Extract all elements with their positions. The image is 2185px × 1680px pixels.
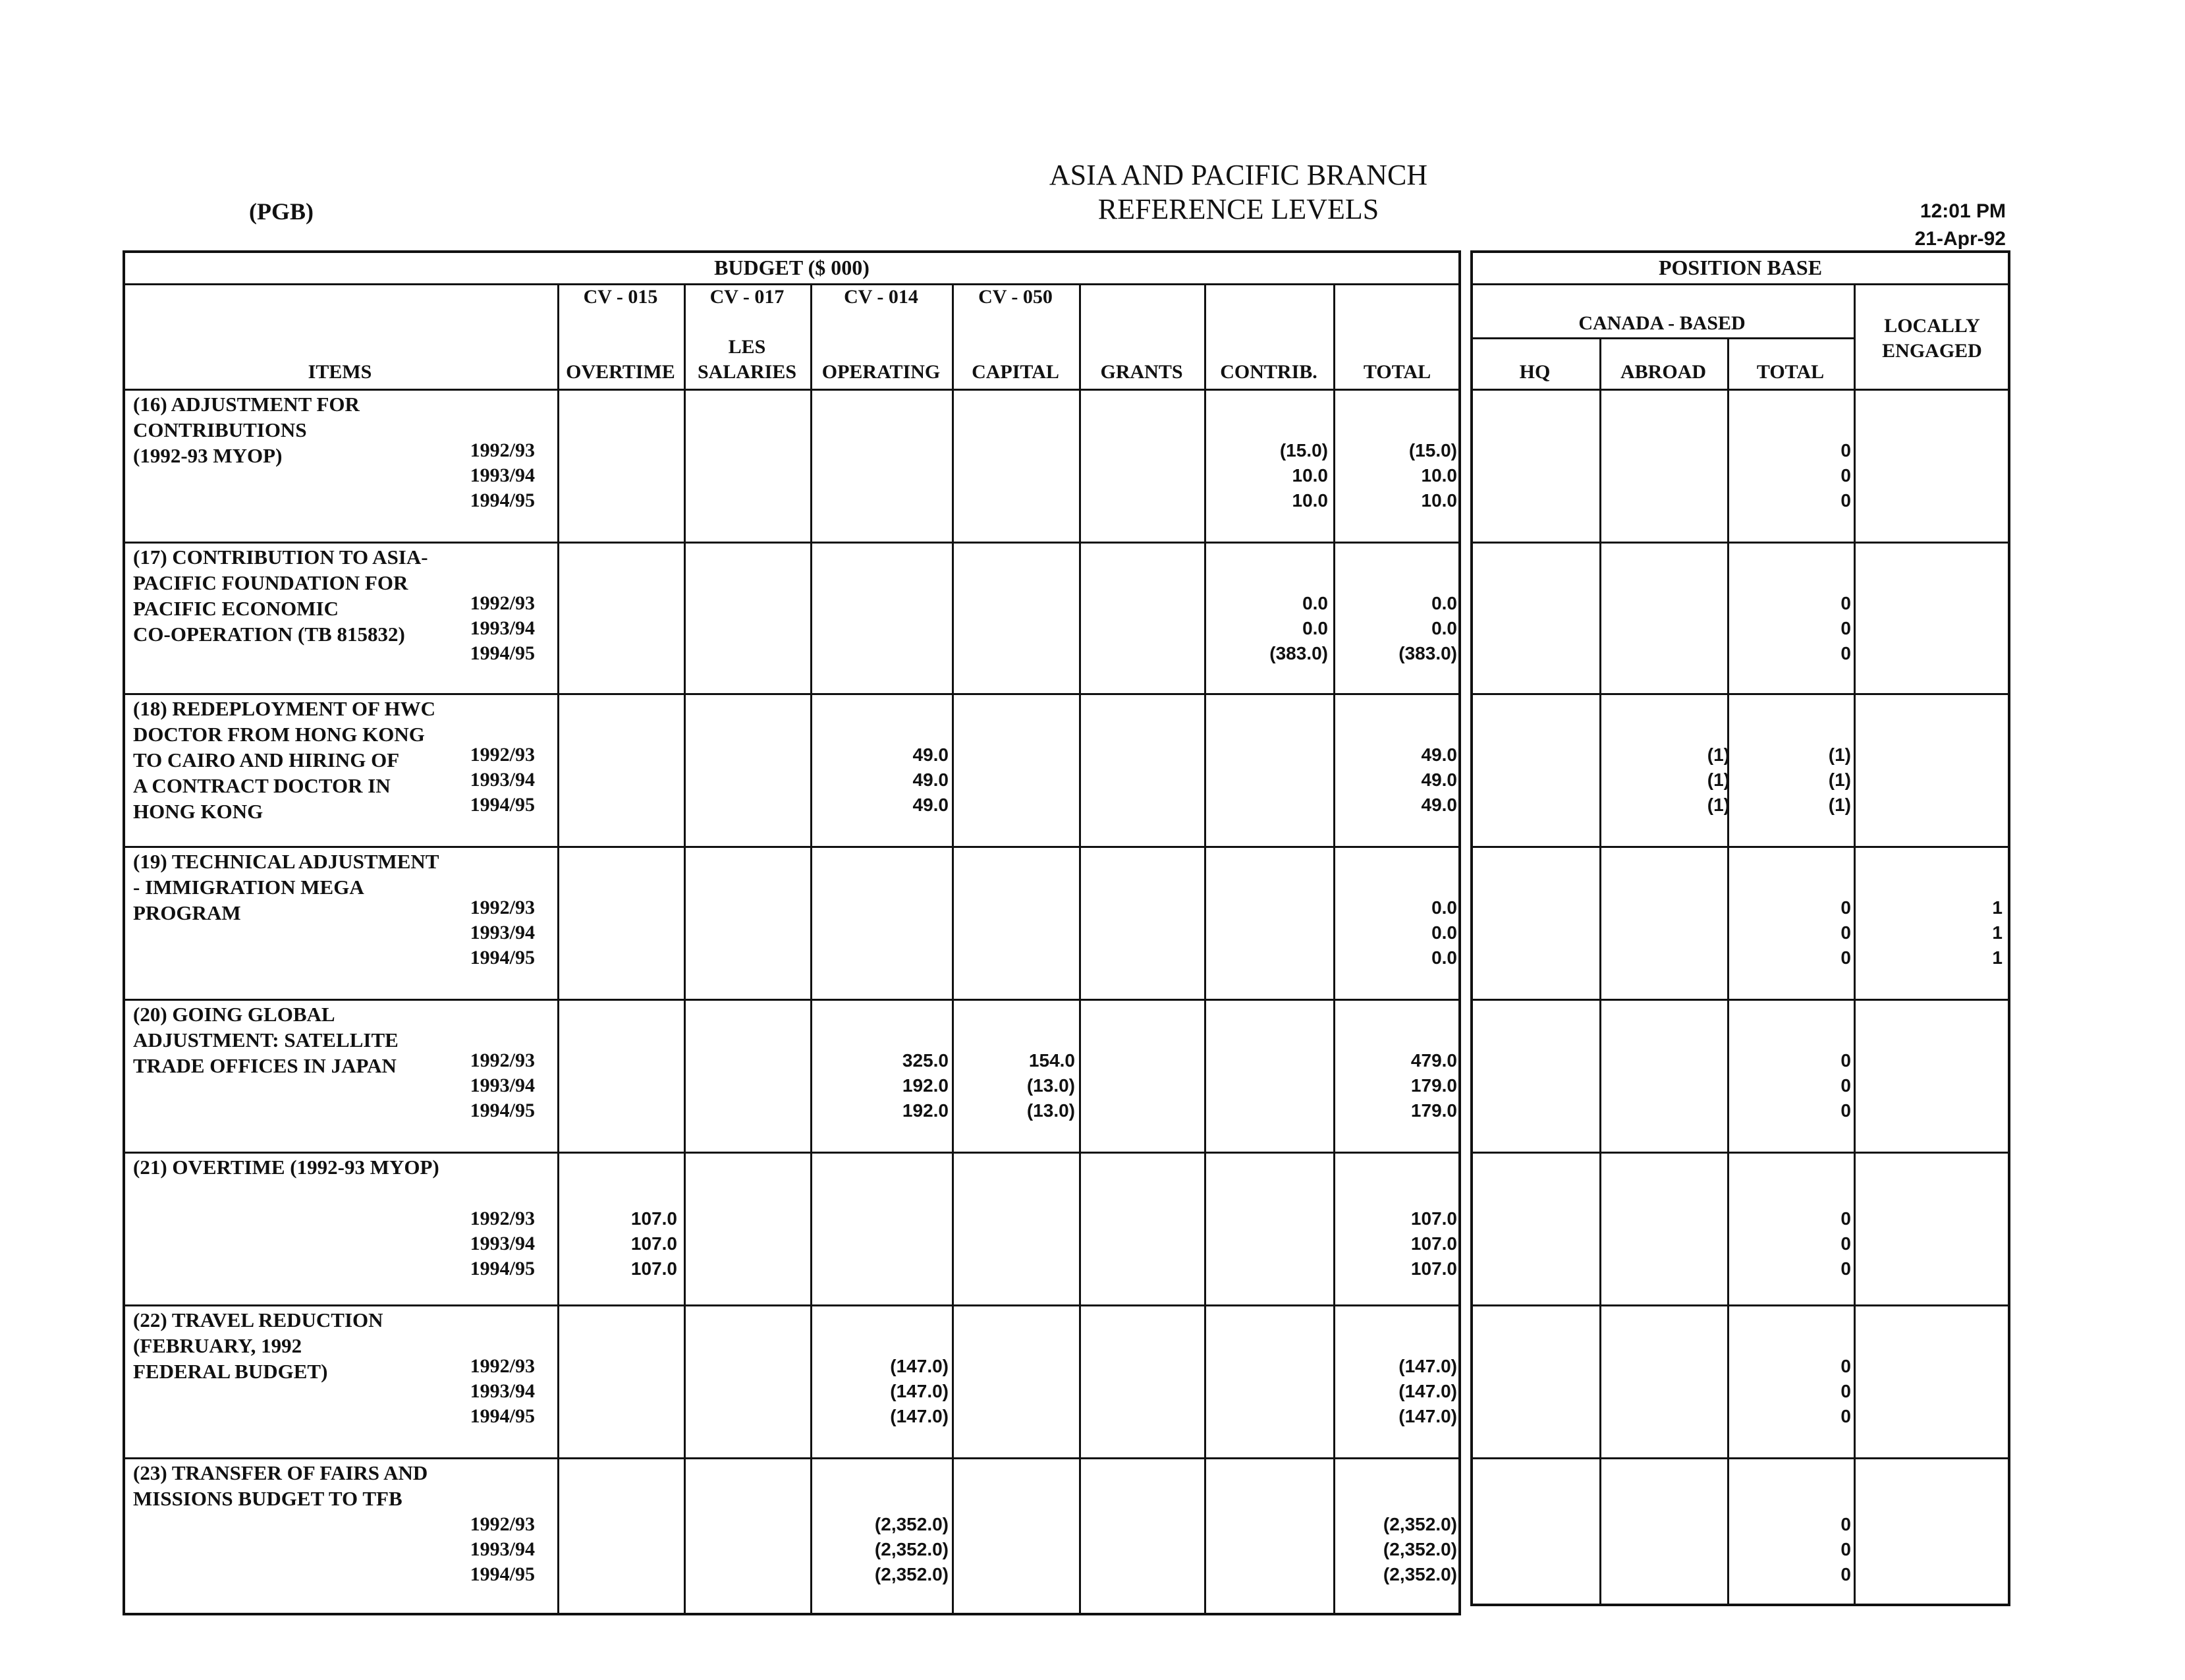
cell-total: 0.0: [1431, 593, 1457, 613]
report-date: 21-Apr-92: [1914, 228, 2006, 250]
col-abroad-header: ABROAD: [1620, 361, 1706, 383]
cell-total: 49.0: [1421, 770, 1457, 790]
row-divider-pos: [1470, 693, 2010, 695]
col-salaries-header-2: SALARIES: [697, 361, 797, 383]
budget-group-header: BUDGET ($ 000): [714, 256, 870, 279]
cell-operating: 325.0: [902, 1050, 949, 1071]
cell-overtime: 107.0: [630, 1233, 677, 1254]
row-fiscal-year: 1993/94: [470, 1233, 535, 1254]
col-total-header: TOTAL: [1363, 361, 1431, 383]
cell-total: (147.0): [1398, 1356, 1457, 1376]
cell-contrib: (383.0): [1269, 643, 1328, 663]
header-bottom-rule-pos: [1470, 389, 2010, 391]
cell-pos-total: 0: [1840, 440, 1851, 461]
cell-operating: 49.0: [912, 770, 949, 790]
cell-pos-total: 0: [1840, 465, 1851, 486]
col-rule-overtime: [557, 283, 559, 1615]
cell-operating: 49.0: [912, 795, 949, 815]
row-fiscal-year: 1994/95: [470, 1405, 535, 1427]
cell-contrib: 10.0: [1292, 465, 1328, 486]
cell-pos-total: 0: [1840, 1406, 1851, 1426]
col-contrib-header: CONTRIB.: [1220, 361, 1317, 383]
canada-based-header: CANADA - BASED: [1578, 312, 1746, 334]
cell-pos-total: 0: [1840, 1050, 1851, 1071]
cell-total: 49.0: [1421, 744, 1457, 765]
row-divider-pos: [1470, 1152, 2010, 1154]
row-divider-pos: [1470, 999, 2010, 1001]
row-divider-pos: [1470, 846, 2010, 848]
cell-locally: 1: [1992, 947, 2003, 968]
row-fiscal-year: 1993/94: [470, 464, 535, 486]
cell-pos-total: 0: [1840, 643, 1851, 663]
cell-locally: 1: [1992, 897, 2003, 918]
row-fiscal-year: 1994/95: [470, 794, 535, 816]
cell-total: (2,352.0): [1383, 1514, 1457, 1534]
cell-locally: 1: [1992, 922, 2003, 943]
row-fiscal-year: 1994/95: [470, 642, 535, 664]
row-divider: [123, 999, 1461, 1001]
budget-group-divider: [123, 283, 1461, 285]
cell-pos-total: (1): [1828, 795, 1851, 815]
row-fiscal-year: 1993/94: [470, 617, 535, 639]
cell-total: (15.0): [1408, 440, 1457, 461]
row-item-label: (18) REDEPLOYMENT OF HWC DOCTOR FROM HONG KONG TO CAIRO AND HIRING OF A CONTRACT DOCTOR IN HONG KONG: [133, 697, 435, 823]
col-hq-header: HQ: [1519, 361, 1551, 383]
cell-total: 107.0: [1410, 1233, 1457, 1254]
col-operating-header: OPERATING: [821, 361, 941, 383]
col-salaries-code: CV - 017: [709, 286, 785, 308]
row-fiscal-year: 1992/93: [470, 744, 535, 766]
col-grants-header: GRANTS: [1100, 361, 1183, 383]
report-time: 12:01 PM: [1920, 200, 2006, 222]
row-fiscal-year: 1993/94: [470, 1380, 535, 1402]
cell-abroad: (1): [1707, 744, 1730, 765]
row-divider: [123, 693, 1461, 695]
row-fiscal-year: 1992/93: [470, 1355, 535, 1377]
row-item-label: (20) GOING GLOBAL ADJUSTMENT: SATELLITE TRADE OFFICES IN JAPAN: [133, 1003, 399, 1077]
branch-code: (PGB): [249, 198, 314, 225]
row-fiscal-year: 1993/94: [470, 769, 535, 791]
cell-abroad: (1): [1707, 795, 1730, 815]
row-fiscal-year: 1992/93: [470, 1513, 535, 1535]
cell-pos-total: 0: [1840, 618, 1851, 638]
canada-based-divider: [1470, 337, 1854, 339]
cell-operating: (147.0): [890, 1356, 949, 1376]
col-capital-header: CAPITAL: [972, 361, 1059, 383]
col-overtime-header: OVERTIME: [566, 361, 675, 383]
position-group-header: POSITION BASE: [1658, 256, 1823, 279]
cell-pos-total: 0: [1840, 1539, 1851, 1559]
row-fiscal-year: 1994/95: [470, 1258, 535, 1279]
cell-capital: 154.0: [1028, 1050, 1075, 1071]
cell-total: 10.0: [1421, 465, 1457, 486]
cell-contrib: 0.0: [1302, 593, 1328, 613]
col-capital-code: CV - 050: [978, 286, 1053, 308]
row-divider: [123, 1152, 1461, 1154]
cell-pos-total: 0: [1840, 593, 1851, 613]
title-line-1: ASIA AND PACIFIC BRANCH: [1049, 159, 1428, 191]
row-divider: [123, 1457, 1461, 1459]
row-item-label: (21) OVERTIME (1992-93 MYOP): [133, 1156, 439, 1179]
cell-abroad: (1): [1707, 770, 1730, 790]
page-title: [909, 158, 1568, 227]
col-rule-abroad: [1599, 337, 1601, 1606]
cell-capital: (13.0): [1026, 1100, 1075, 1121]
row-fiscal-year: 1992/93: [470, 897, 535, 918]
cell-overtime: 107.0: [630, 1208, 677, 1229]
cell-contrib: (15.0): [1279, 440, 1328, 461]
col-overtime-code: CV - 015: [583, 286, 658, 308]
row-fiscal-year: 1993/94: [470, 1538, 535, 1560]
cell-contrib: 0.0: [1302, 618, 1328, 638]
cell-total: (147.0): [1398, 1381, 1457, 1401]
row-divider-pos: [1470, 542, 2010, 544]
row-divider-pos: [1470, 1304, 2010, 1306]
cell-total: (2,352.0): [1383, 1564, 1457, 1584]
row-item-label: (19) TECHNICAL ADJUSTMENT - IMMIGRATION MEGA PROGRAM: [133, 850, 439, 924]
row-divider-pos: [1470, 1457, 2010, 1459]
row-item-label: (16) ADJUSTMENT FOR CONTRIBUTIONS (1992-93 MYOP): [133, 393, 360, 467]
cell-total: 0.0: [1431, 618, 1457, 638]
cell-total: 0.0: [1431, 947, 1457, 968]
col-operating-code: CV - 014: [844, 286, 918, 308]
cell-pos-total: (1): [1828, 744, 1851, 765]
col-locally-header-1: LOCALLY: [1884, 315, 1980, 337]
col-items-header: ITEMS: [308, 361, 372, 383]
cell-total: (147.0): [1398, 1406, 1457, 1426]
cell-pos-total: 0: [1840, 1208, 1851, 1229]
cell-pos-total: 0: [1840, 1564, 1851, 1584]
row-divider: [123, 1304, 1461, 1306]
cell-capital: (13.0): [1026, 1075, 1075, 1096]
row-fiscal-year: 1992/93: [470, 1208, 535, 1229]
cell-operating: (147.0): [890, 1381, 949, 1401]
col-rule-locally: [1854, 283, 1856, 1606]
cell-pos-total: 0: [1840, 897, 1851, 918]
cell-total: (2,352.0): [1383, 1539, 1457, 1559]
row-fiscal-year: 1993/94: [470, 922, 535, 943]
cell-pos-total: 0: [1840, 1233, 1851, 1254]
row-fiscal-year: 1992/93: [470, 1050, 535, 1071]
cell-total: 107.0: [1410, 1208, 1457, 1229]
col-rule-salaries: [684, 283, 686, 1615]
cell-pos-total: (1): [1828, 770, 1851, 790]
cell-operating: 49.0: [912, 744, 949, 765]
row-fiscal-year: 1994/95: [470, 1100, 535, 1121]
cell-pos-total: 0: [1840, 922, 1851, 943]
row-fiscal-year: 1994/95: [470, 1563, 535, 1585]
row-item-label: (22) TRAVEL REDUCTION (FEBRUARY, 1992 FEDERAL BUDGET): [133, 1308, 383, 1383]
cell-operating: 192.0: [902, 1100, 949, 1121]
header-bottom-rule: [123, 389, 1461, 391]
col-pos-total-header: TOTAL: [1756, 361, 1825, 383]
cell-pos-total: 0: [1840, 490, 1851, 511]
row-divider: [123, 542, 1461, 544]
cell-total: 49.0: [1421, 795, 1457, 815]
cell-operating: (2,352.0): [874, 1514, 949, 1534]
row-fiscal-year: 1992/93: [470, 592, 535, 614]
cell-pos-total: 0: [1840, 1381, 1851, 1401]
row-divider: [123, 846, 1461, 848]
cell-operating: 192.0: [902, 1075, 949, 1096]
cell-pos-total: 0: [1840, 1258, 1851, 1279]
cell-total: 179.0: [1410, 1075, 1457, 1096]
row-fiscal-year: 1994/95: [470, 490, 535, 511]
cell-total: 0.0: [1431, 897, 1457, 918]
cell-total: 107.0: [1410, 1258, 1457, 1279]
cell-pos-total: 0: [1840, 1514, 1851, 1534]
cell-total: 479.0: [1410, 1050, 1457, 1071]
row-item-label: (23) TRANSFER OF FAIRS AND MISSIONS BUDGET TO TFB: [133, 1461, 428, 1510]
row-fiscal-year: 1993/94: [470, 1075, 535, 1096]
col-salaries-header-1: LES: [728, 336, 766, 358]
row-fiscal-year: 1994/95: [470, 947, 535, 968]
cell-total: 10.0: [1421, 490, 1457, 511]
cell-total: 0.0: [1431, 922, 1457, 943]
cell-operating: (2,352.0): [874, 1564, 949, 1584]
cell-contrib: 10.0: [1292, 490, 1328, 511]
row-item-label: (17) CONTRIBUTION TO ASIA- PACIFIC FOUNDATION FOR PACIFIC ECONOMIC CO-OPERATION (TB 815832): [133, 546, 428, 646]
cell-total: (383.0): [1398, 643, 1457, 663]
col-rule-operating: [810, 283, 812, 1615]
row-fiscal-year: 1992/93: [470, 439, 535, 461]
cell-pos-total: 0: [1840, 1100, 1851, 1121]
cell-pos-total: 0: [1840, 1356, 1851, 1376]
cell-operating: (147.0): [890, 1406, 949, 1426]
position-group-divider: [1470, 283, 2010, 285]
col-rule-grants: [1079, 283, 1081, 1615]
cell-total: 179.0: [1410, 1100, 1457, 1121]
cell-operating: (2,352.0): [874, 1539, 949, 1559]
cell-overtime: 107.0: [630, 1258, 677, 1279]
col-rule-capital: [952, 283, 954, 1615]
title-line-2: REFERENCE LEVELS: [1097, 193, 1379, 225]
cell-pos-total: 0: [1840, 1075, 1851, 1096]
cell-pos-total: 0: [1840, 947, 1851, 968]
col-locally-header-2: ENGAGED: [1882, 340, 1982, 362]
